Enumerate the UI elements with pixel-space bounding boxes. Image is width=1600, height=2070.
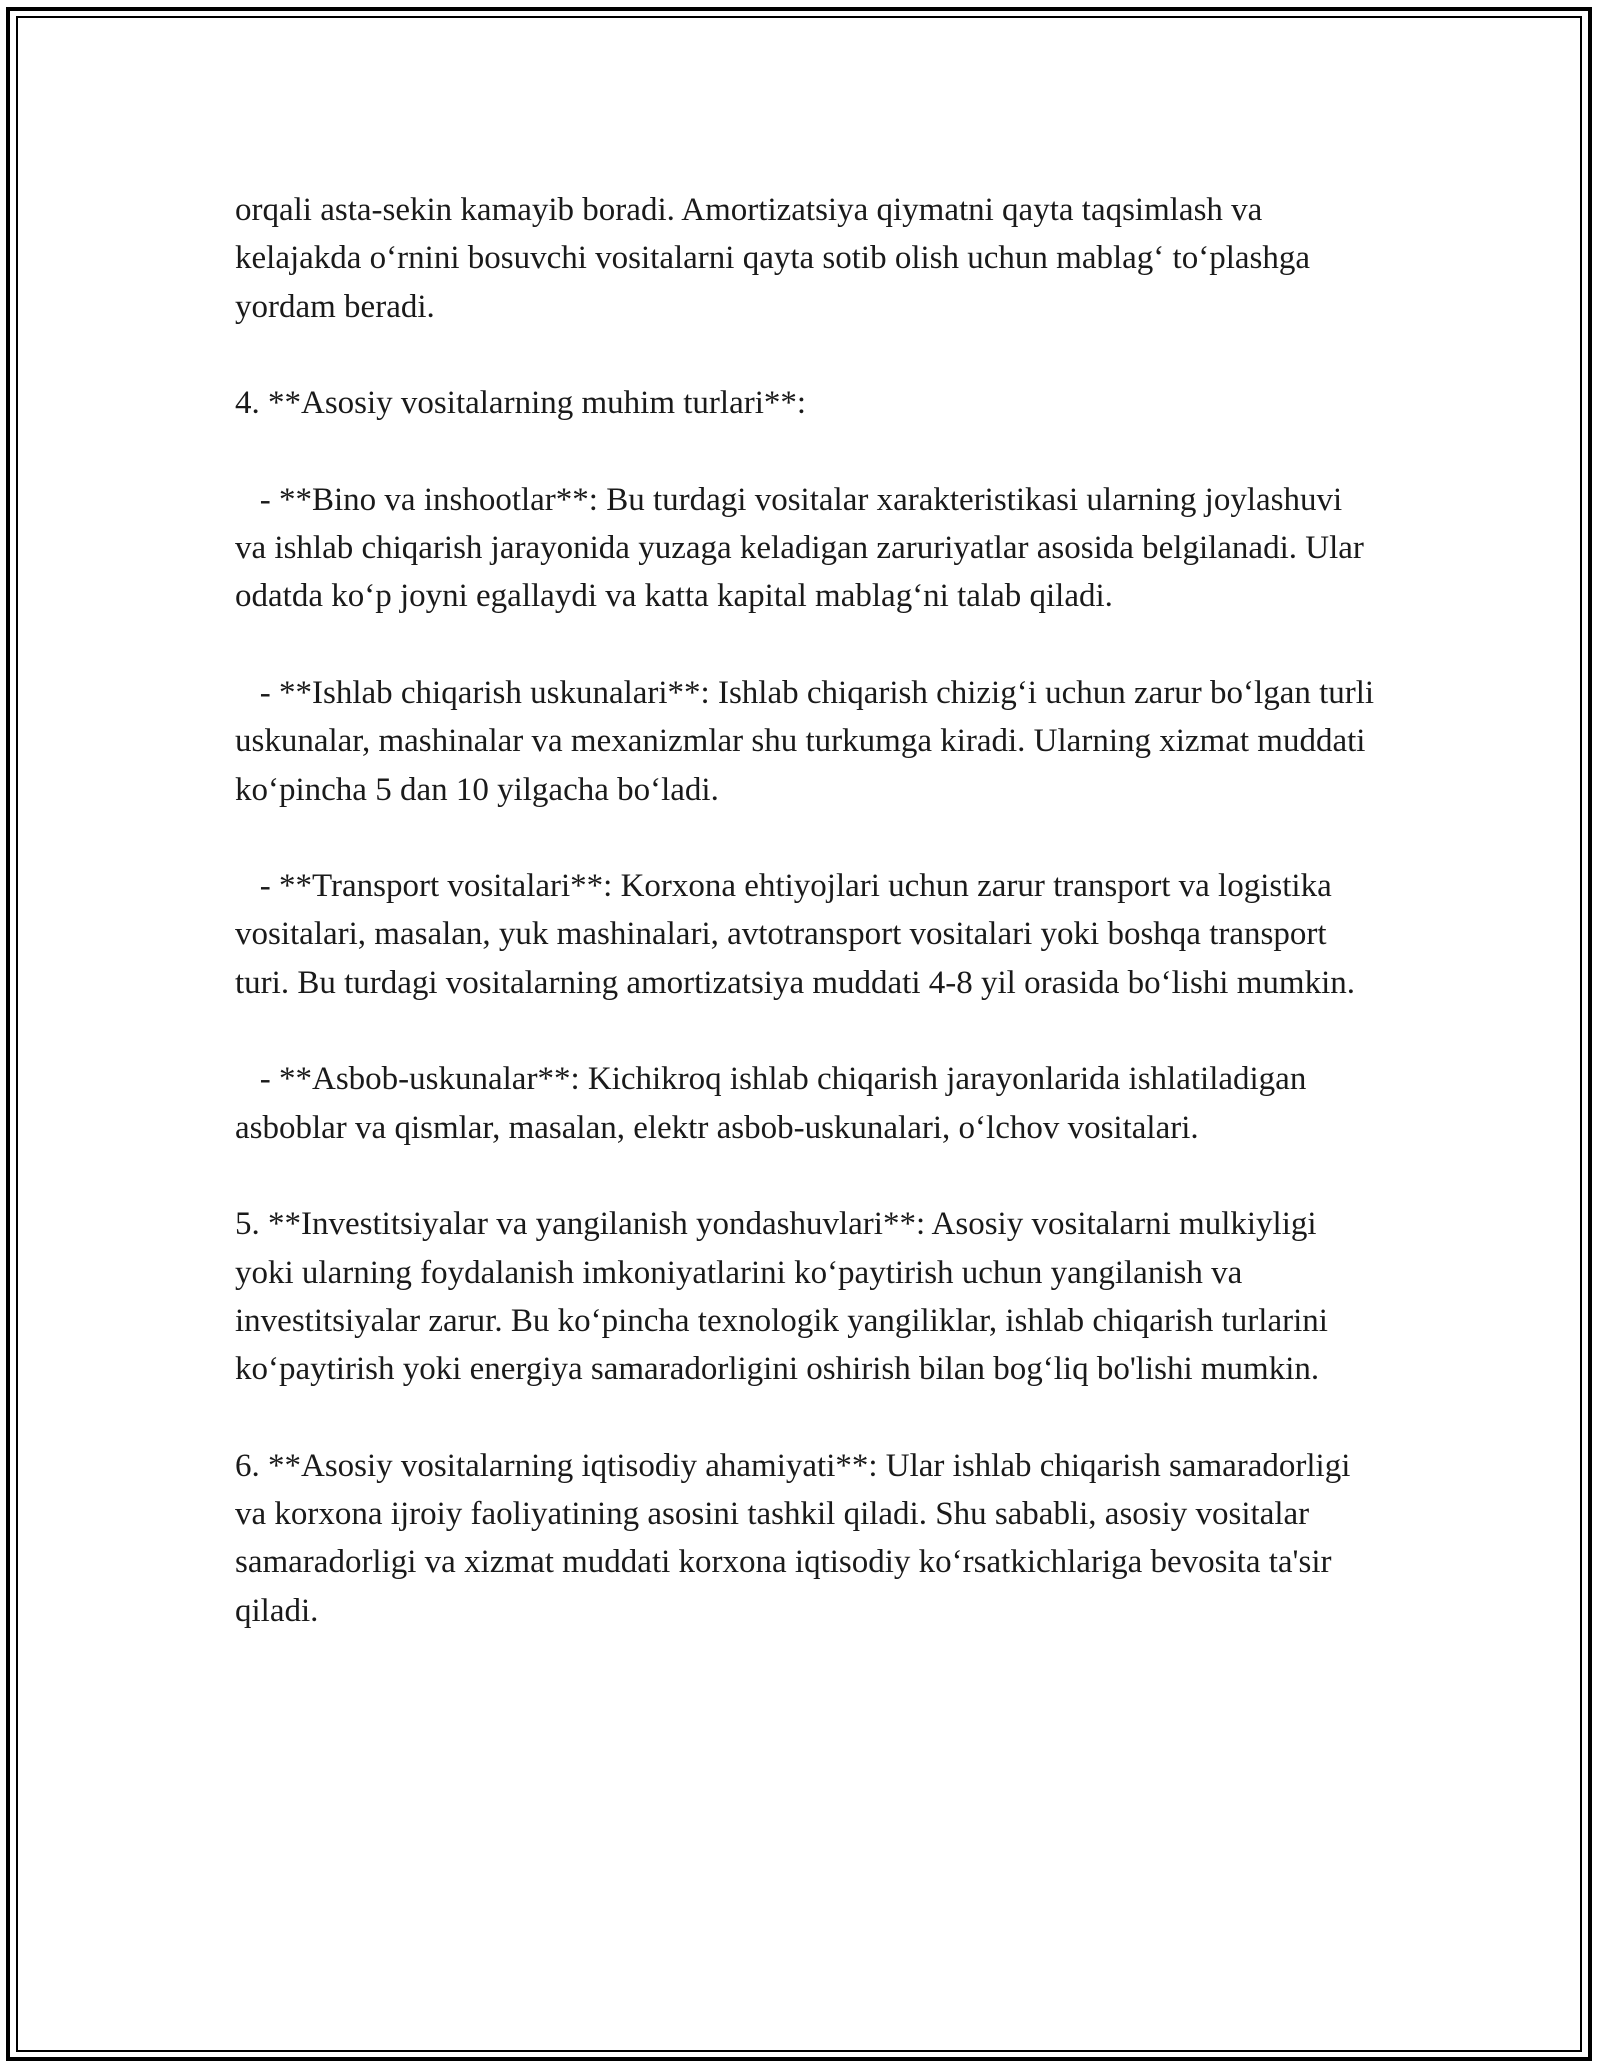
list-item-transport: - **Transport vositalari**: Korxona ehtiyojlari uchun zarur transport va logistika vositalari, masalan, yuk mashinalari, avtotransport vositalari yoki boshqa transport turi. Bu turdagi vositalarning amortizatsiya muddati 4-8 yil orasida bo‘lishi mumkin. [235,868,1355,1001]
list-item-production-equipment: - **Ishlab chiqarish uskunalari**: Ishlab chiqarish chizig‘i uchun zarur bo‘lgan turli uskunalar, mashinalar va mexanizmlar shu turkumga kiradi. Ularning xizmat muddati ko‘pincha 5 dan 10 yilgacha bo‘ladi. [235,674,1383,808]
heading-main-asset-types: 4. **Asosiy vositalarning muhim turlari**: [235,385,807,422]
paragraph-economic-importance: 6. **Asosiy vositalarning iqtisodiy ahamiyati**: Ular ishlab chiqarish samaradorligi va korxona ijroiy faoliyatining asosini tashkil qiladi. Shu sababli, asosiy vositalar samaradorligi va xizmat muddati korxona iqtisodiy ko‘rsatkichlariga bevosita ta'sir qiladi. [235,1447,1359,1629]
list-item-buildings: - **Bino va inshootlar**: Bu turdagi vositalar xarakteristikasi ularning joylashuvi va ishlab chiqarish jarayonida yuzaga keladigan zaruriyatlar asosida belgilanadi. Ular odatda ko‘p joyni egallaydi va katta kapital mablag‘ni talab qiladi. [235,481,1373,615]
document-body [235,186,1383,1635]
list-item-tools: - **Asbob-uskunalar**: Kichikroq ishlab chiqarish jarayonlarida ishlatiladigan asboblar va qismlar, masalan, elektr asbob-uskunalari, o‘lchov vositalari. [235,1061,1315,1146]
paragraph-amortization-continuation: orqali asta-sekin kamayib boradi. Amortizatsiya qiymatni qayta taqsimlash va kelajakda o‘rnini bosuvchi vositalarni qayta sotib olish uchun mablag‘ to‘plashga yordam beradi. [235,192,1319,325]
paragraph-investments: 5. **Investitsiyalar va yangilanish yondashuvlari**: Asosiy vositalarni mulkiyligi yoki ularning foydalanish imkoniyatlarini ko‘paytirish uchun yangilanish va investitsiyalar zarur. Bu ko‘pincha texnologik yangiliklar, ishlab chiqarish turlarini ko‘paytirish yoki energiya samaradorligini oshirish bilan bog‘liq bo'lishi mumkin. [235,1206,1337,1388]
